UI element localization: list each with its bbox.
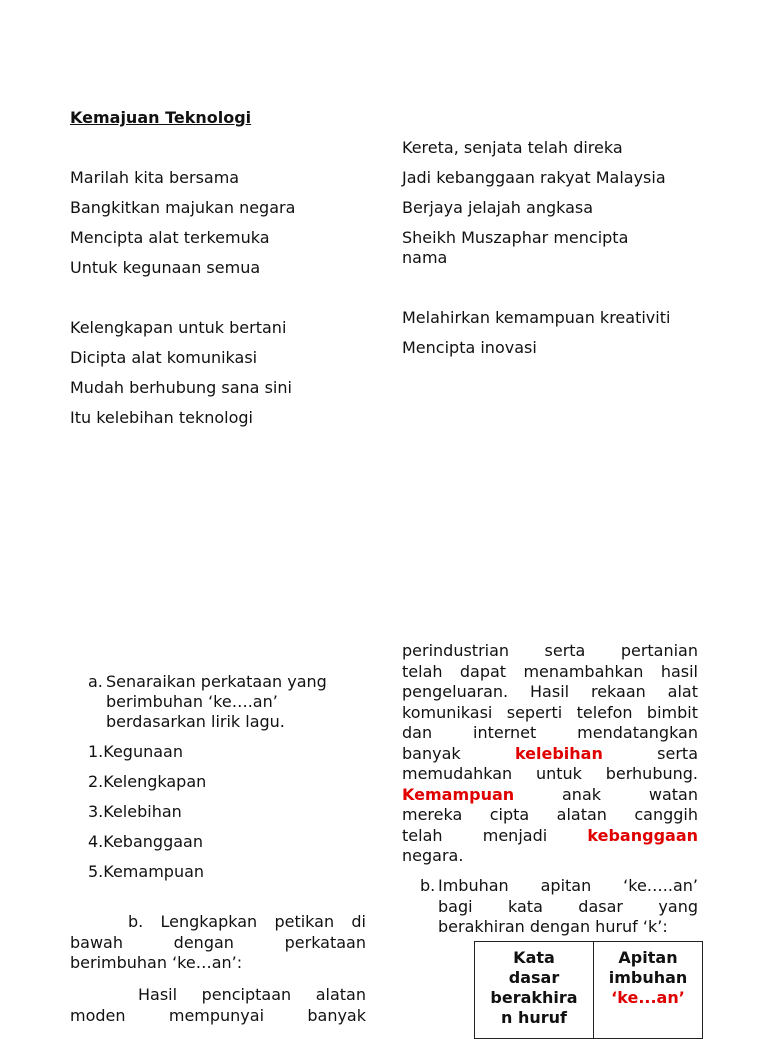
poem-line: Kereta, senjata telah direka bbox=[402, 138, 623, 157]
word: anak bbox=[562, 784, 602, 804]
word: serta bbox=[657, 743, 698, 763]
question-a-line: Senaraikan perkataan yang bbox=[106, 672, 327, 691]
passage-line: moden mempunyai banyak bbox=[70, 1005, 366, 1025]
poem-line: nama bbox=[402, 248, 448, 267]
answer-kelebihan: kelebihan bbox=[514, 743, 603, 763]
poem-line: Itu kelebihan teknologi bbox=[70, 408, 253, 427]
question-b2-line: berakhiran dengan huruf ‘k’: bbox=[438, 917, 668, 936]
header-line: n huruf bbox=[501, 1008, 567, 1027]
question-a-text bbox=[106, 672, 327, 732]
question-a-line: berdasarkan lirik lagu. bbox=[106, 712, 285, 731]
poem-line: Mencipta inovasi bbox=[402, 338, 537, 357]
header-line: berakhira bbox=[490, 988, 578, 1007]
passage-line: komunikasi seperti telefon bimbit bbox=[402, 702, 698, 722]
poem-line: Dicipta alat komunikasi bbox=[70, 348, 258, 367]
question-a-line: berimbuhan ‘ke….an’ bbox=[106, 692, 278, 711]
passage-line: dan internet mendatangkan bbox=[402, 723, 698, 742]
passage-line: pengeluaran. Hasil rekaan alat bbox=[402, 682, 698, 701]
passage-left bbox=[70, 985, 366, 1026]
poem-line: Jadi kebanggaan rakyat Malaysia bbox=[402, 168, 666, 187]
poem-line: Mencipta alat terkemuka bbox=[70, 228, 270, 247]
answer-item: 3.Kelebihan bbox=[88, 802, 182, 821]
right-stanza-1 bbox=[402, 138, 666, 268]
answer-item: 2.Kelengkapan bbox=[88, 772, 207, 791]
passage-line: perindustrian serta pertanian bbox=[402, 641, 698, 660]
question-b2-marker: b. bbox=[420, 876, 436, 895]
answer-kebanggaan: kebanggaan bbox=[587, 825, 698, 845]
question-b-line: bawah dengan perkataan bbox=[70, 932, 366, 952]
header-line: imbuhan bbox=[608, 968, 688, 987]
question-b2-line: Imbuhan apitan ‘ke…..an’ bbox=[438, 876, 698, 895]
passage-line: telah dapat menambahkan hasil bbox=[402, 661, 698, 681]
header-line: ‘ke...an’ bbox=[611, 988, 685, 1007]
passage-line bbox=[402, 785, 698, 806]
left-stanza-1 bbox=[70, 168, 295, 278]
poem-line: Mudah berhubung sana sini bbox=[70, 378, 292, 397]
word: telah bbox=[402, 825, 443, 845]
answer-item: 1.Kegunaan bbox=[88, 742, 183, 761]
poem-line: Untuk kegunaan semua bbox=[70, 258, 261, 277]
word: menjadi bbox=[482, 825, 548, 845]
passage-line bbox=[402, 826, 698, 847]
poem-line: Kelengkapan untuk bertani bbox=[70, 318, 287, 337]
question-a-marker: a. bbox=[88, 672, 103, 691]
word: watan bbox=[648, 784, 698, 804]
header-line: Apitan bbox=[618, 948, 678, 967]
right-stanza-2 bbox=[402, 308, 670, 358]
header-line: Kata bbox=[513, 948, 555, 967]
passage-line: negara. bbox=[402, 846, 464, 865]
poem-line: Marilah kita bersama bbox=[70, 168, 240, 187]
poem-line: Bangkitkan majukan negara bbox=[70, 198, 296, 217]
question-b-line: berimbuhan ‘ke…an’: bbox=[70, 953, 243, 972]
answer-item: 5.Kemampuan bbox=[88, 862, 205, 881]
question-b2-line: bagi kata dasar yang bbox=[438, 896, 698, 916]
poem-title: Kemajuan Teknologi bbox=[70, 108, 252, 127]
poem-line: Melahirkan kemampuan kreativiti bbox=[402, 308, 671, 327]
passage-line: memudahkan untuk berhubung. bbox=[402, 764, 698, 783]
header-line: dasar bbox=[508, 968, 560, 987]
passage-right bbox=[402, 641, 698, 867]
question-b2-text bbox=[438, 876, 698, 938]
answer-kemampuan: Kemampuan bbox=[402, 784, 515, 804]
imbuhan-table bbox=[474, 941, 703, 1039]
left-stanza-2 bbox=[70, 318, 292, 428]
question-b-text bbox=[70, 912, 366, 974]
passage-line bbox=[402, 744, 698, 765]
passage-line: mereka cipta alatan canggih bbox=[402, 805, 698, 824]
answer-item: 4.Kebanggaan bbox=[88, 832, 203, 851]
answer-list bbox=[88, 742, 206, 882]
poem-line: Sheikh Muszaphar mencipta bbox=[402, 228, 629, 247]
passage-line: Hasil penciptaan alatan bbox=[138, 985, 366, 1004]
word: banyak bbox=[402, 743, 461, 763]
question-b-line: b. Lengkapkan petikan di bbox=[128, 912, 366, 931]
poem-line: Berjaya jelajah angkasa bbox=[402, 198, 594, 217]
